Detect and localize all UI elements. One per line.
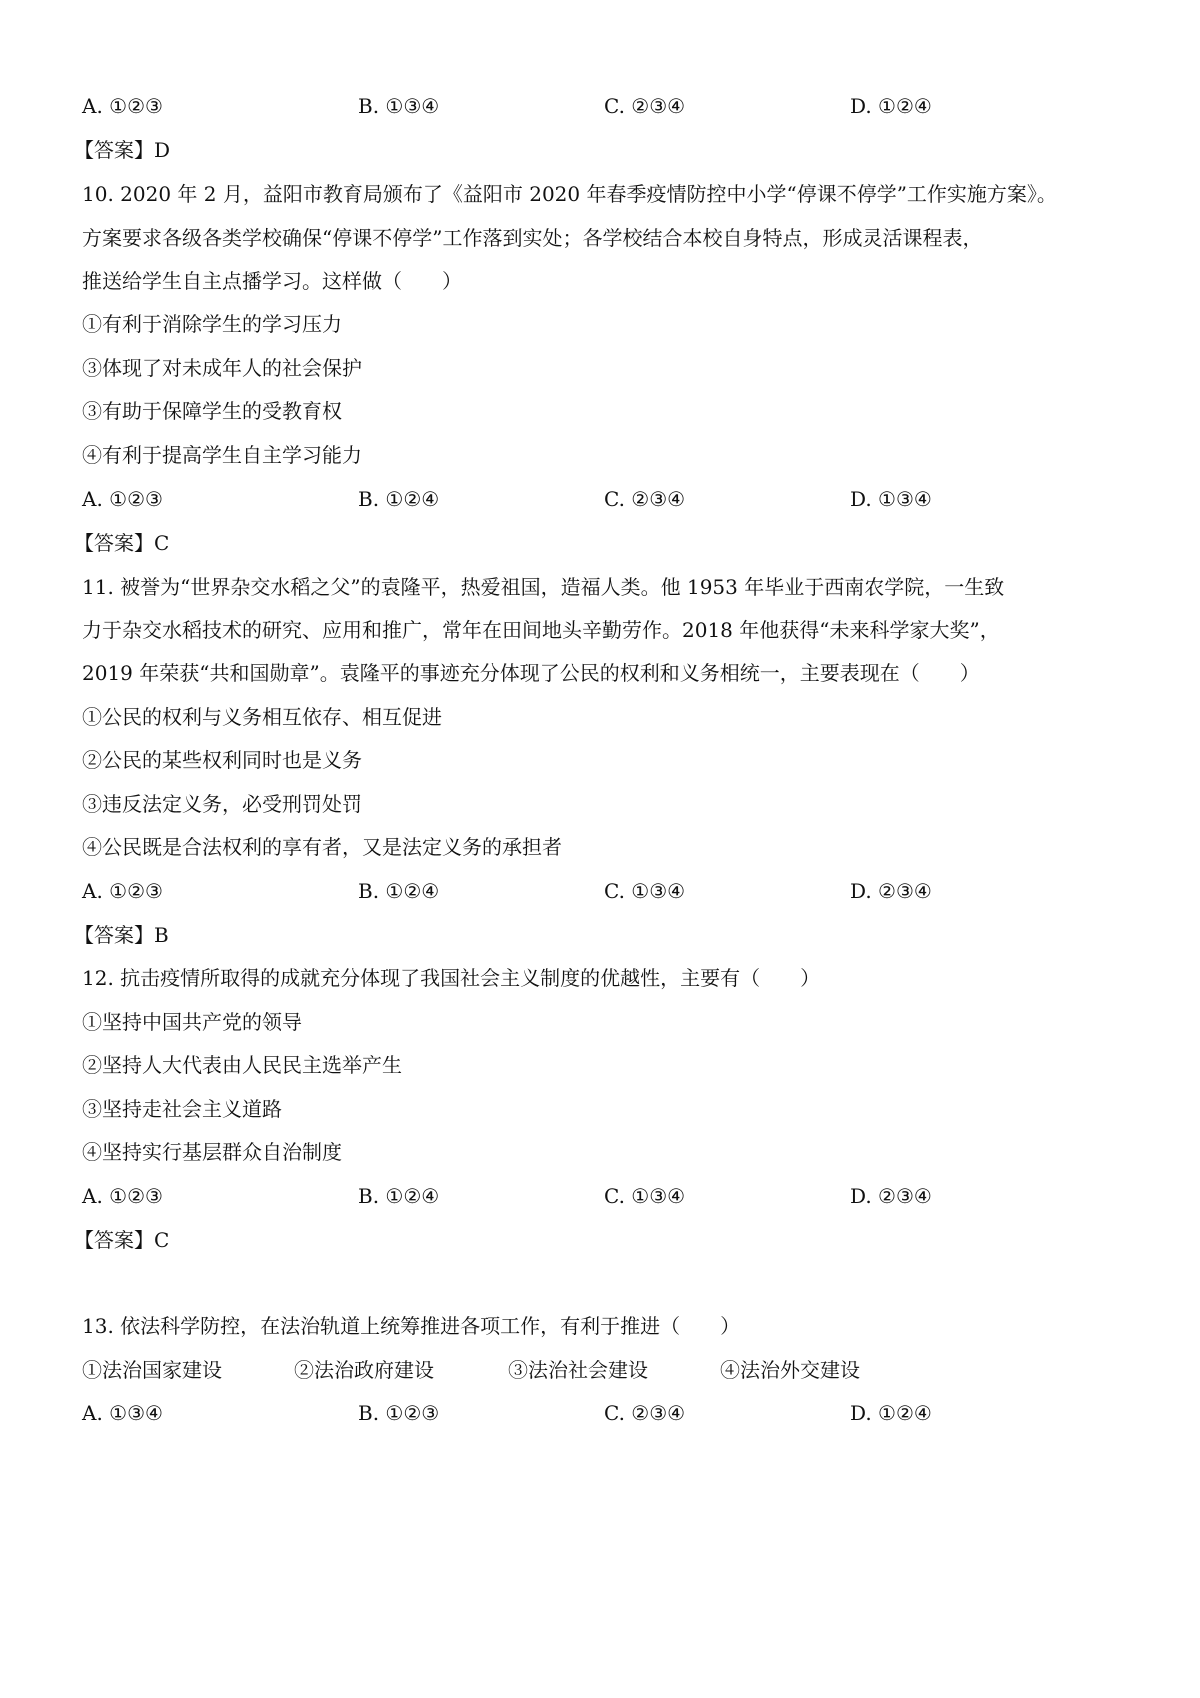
q11-statement-2: ②公民的某些权利同时也是义务 bbox=[82, 748, 362, 772]
q13-statement-1: ①法治国家建设 bbox=[82, 1358, 222, 1382]
q10-option-a: A. ①②③ bbox=[82, 487, 163, 511]
q13-statement-3: ③法治社会建设 bbox=[508, 1358, 648, 1382]
q12-statement-4: ④坚持实行基层群众自治制度 bbox=[82, 1140, 342, 1164]
q9-option-d: D. ①②④ bbox=[850, 94, 932, 118]
q10-statement-2: ③体现了对未成年人的社会保护 bbox=[82, 356, 362, 380]
q11-statement-3: ③违反法定义务，必受刑罚处罚 bbox=[82, 792, 362, 816]
q10-statement-1: ①有利于消除学生的学习压力 bbox=[82, 312, 342, 336]
q12-statement-2: ②坚持人大代表由人民民主选举产生 bbox=[82, 1053, 402, 1077]
q12-options bbox=[82, 1182, 1122, 1210]
q10-option-c: C. ②③④ bbox=[604, 487, 686, 511]
q12-statement-3: ③坚持走社会主义道路 bbox=[82, 1097, 282, 1121]
q11-option-a: A. ①②③ bbox=[82, 879, 163, 903]
q13-statement-2: ②法治政府建设 bbox=[294, 1358, 434, 1382]
q13-option-b: B. ①②③ bbox=[358, 1401, 440, 1425]
q11-statement-1: ①公民的权利与义务相互依存、相互促进 bbox=[82, 705, 442, 729]
q13-stem-line-1: 13. 依法科学防控，在法治轨道上统筹推进各项工作，有利于推进（ ） bbox=[82, 1314, 741, 1338]
q12-stem-line-1: 12. 抗击疫情所取得的成就充分体现了我国社会主义制度的优越性，主要有（ ） bbox=[82, 966, 821, 990]
q10-options bbox=[82, 485, 1122, 513]
q10-stem-line-3: 推送给学生自主点播学习。这样做（ ） bbox=[82, 269, 462, 293]
q12-option-d: D. ②③④ bbox=[850, 1184, 932, 1208]
q9-answer: 【答案】D bbox=[74, 138, 171, 162]
q11-statement-4: ④公民既是合法权利的享有者，又是法定义务的承担者 bbox=[82, 835, 562, 859]
q11-option-c: C. ①③④ bbox=[604, 879, 686, 903]
q13-options bbox=[82, 1399, 1122, 1427]
q11-stem-line-3: 2019 年荣获“共和国勋章”。袁隆平的事迹充分体现了公民的权利和义务相统一，主要表现在（ ） bbox=[82, 661, 980, 685]
q10-option-d: D. ①③④ bbox=[850, 487, 932, 511]
q11-stem-line-2: 力于杂交水稻技术的研究、应用和推广，常年在田间地头辛勤劳作。2018 年他获得“未来科学家大奖”， bbox=[82, 618, 1000, 642]
q12-statement-1: ①坚持中国共产党的领导 bbox=[82, 1010, 302, 1034]
q10-statement-4: ④有利于提高学生自主学习能力 bbox=[82, 443, 362, 467]
q10-stem-line-1: 10. 2020 年 2 月，益阳市教育局颁布了《益阳市 2020 年春季疫情防控中小学“停课不停学”工作实施方案》。 bbox=[82, 182, 1057, 206]
q11-options bbox=[82, 877, 1122, 905]
q10-option-b: B. ①②④ bbox=[358, 487, 440, 511]
q13-option-a: A. ①③④ bbox=[82, 1401, 163, 1425]
q9-options bbox=[82, 92, 1122, 120]
q11-stem-line-1: 11. 被誉为“世界杂交水稻之父”的袁隆平，热爱祖国，造福人类。他 1953 年毕业于西南农学院，一生致 bbox=[82, 575, 1005, 599]
q13-option-d: D. ①②④ bbox=[850, 1401, 932, 1425]
q13-statements bbox=[82, 1356, 1122, 1384]
q11-answer: 【答案】B bbox=[74, 923, 169, 947]
q12-answer: 【答案】C bbox=[74, 1228, 170, 1252]
q9-option-c: C. ②③④ bbox=[604, 94, 686, 118]
q9-option-b: B. ①③④ bbox=[358, 94, 440, 118]
q12-option-c: C. ①③④ bbox=[604, 1184, 686, 1208]
q9-option-a: A. ①②③ bbox=[82, 94, 163, 118]
q11-option-b: B. ①②④ bbox=[358, 879, 440, 903]
q11-option-d: D. ②③④ bbox=[850, 879, 932, 903]
q13-option-c: C. ②③④ bbox=[604, 1401, 686, 1425]
q10-statement-3: ③有助于保障学生的受教育权 bbox=[82, 399, 342, 423]
q12-option-b: B. ①②④ bbox=[358, 1184, 440, 1208]
q10-stem-line-2: 方案要求各级各类学校确保“停课不停学”工作落到实处；各学校结合本校自身特点，形成灵活课程表， bbox=[82, 226, 983, 250]
q13-statement-4: ④法治外交建设 bbox=[720, 1358, 860, 1382]
q12-option-a: A. ①②③ bbox=[82, 1184, 163, 1208]
q10-answer: 【答案】C bbox=[74, 531, 170, 555]
